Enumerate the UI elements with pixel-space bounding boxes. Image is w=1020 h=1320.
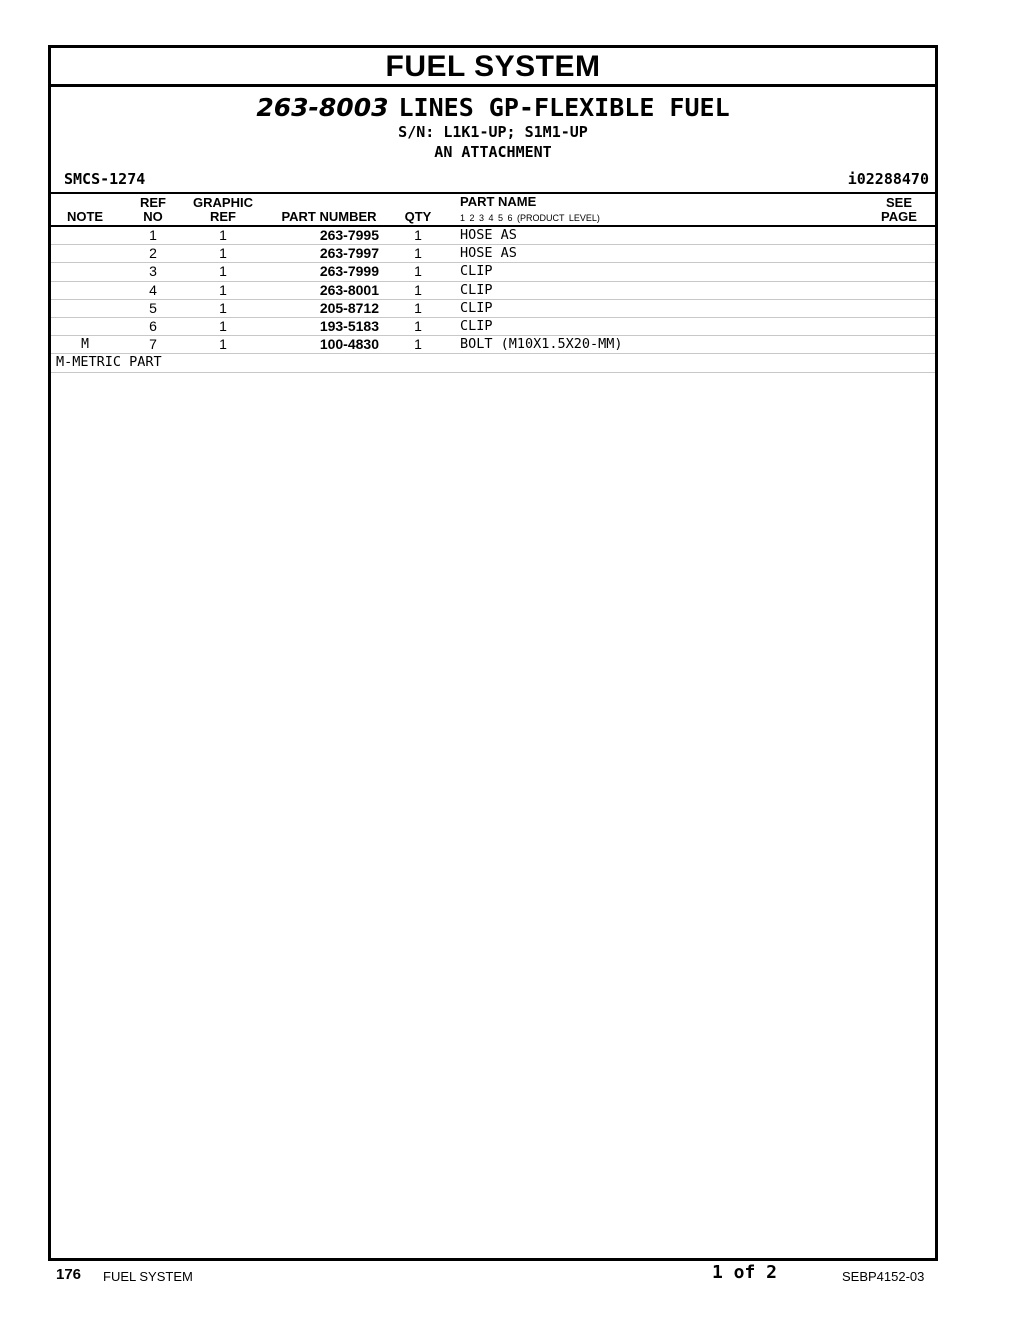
serial-range: S/N: L1K1-UP; S1M1-UP: [398, 123, 588, 141]
graphic-ref: 1: [219, 336, 227, 353]
qty: 1: [414, 299, 422, 316]
ref-no: 3: [149, 263, 157, 280]
part-number: 193-5183: [319, 317, 379, 334]
graphic-ref: 1: [219, 227, 227, 243]
qty: 1: [414, 336, 422, 353]
qty: 1: [414, 263, 422, 280]
part-name: CLIP: [460, 263, 493, 280]
sheet-count: 1 of 2: [712, 1262, 778, 1283]
col-graphic-bottom: REF: [210, 209, 236, 224]
qty: 1: [414, 281, 422, 298]
note: M: [81, 337, 89, 353]
illustration-id: i02288470: [847, 170, 929, 188]
graphic-ref: 1: [219, 245, 227, 262]
part-number: 263-7997: [319, 245, 379, 262]
page-number: 176: [56, 1266, 82, 1283]
col-ref-bottom: NO: [143, 209, 163, 224]
col-see-bottom: PAGE: [881, 209, 917, 224]
col-qty: QTY: [404, 209, 432, 224]
qty: 1: [414, 245, 422, 262]
table-row: [51, 318, 935, 336]
graphic-ref: 1: [219, 317, 227, 334]
col-see-top: SEE: [885, 195, 912, 210]
part-name: BOLT (M10X1.5X20-MM): [460, 336, 623, 353]
table-row: [51, 300, 935, 318]
page-frame: [48, 45, 938, 1261]
group-name: LINES GP-FLEXIBLE FUEL: [398, 93, 730, 122]
table-row: [51, 282, 935, 300]
graphic-ref: 1: [219, 299, 227, 316]
col-graphic-top: GRAPHIC: [193, 195, 253, 210]
group-heading: [51, 94, 935, 122]
metric-footnote: M-METRIC PART: [51, 354, 935, 372]
col-note: NOTE: [66, 209, 104, 224]
col-part-number: PART NUMBER: [281, 209, 377, 224]
table-row: [51, 336, 935, 354]
parts-table: [51, 227, 935, 373]
group-part-number: 263-8003: [256, 93, 389, 122]
smcs-code: SMCS-1274: [64, 170, 146, 188]
ref-no: 7: [149, 336, 157, 353]
table-row: [51, 263, 935, 281]
qty: 1: [414, 317, 422, 334]
part-number: 263-7999: [319, 263, 379, 280]
ref-no: 6: [149, 317, 157, 334]
document-number: SEBP4152-03: [842, 1269, 925, 1284]
part-name: CLIP: [460, 299, 493, 316]
col-ref-top: REF: [140, 195, 166, 210]
table-row: [51, 227, 935, 245]
part-name: CLIP: [460, 281, 493, 298]
ref-no: 1: [149, 227, 157, 243]
footer-section: FUEL SYSTEM: [103, 1269, 193, 1284]
qty: 1: [414, 227, 422, 243]
ref-no: 4: [149, 281, 157, 298]
col-part-name: PART NAME: [460, 194, 537, 209]
col-see-page: [871, 196, 927, 224]
col-graphic-ref: [189, 196, 257, 224]
graphic-ref: 1: [219, 263, 227, 280]
table-row: [51, 245, 935, 263]
part-name: CLIP: [460, 317, 493, 334]
part-number: 263-8001: [319, 281, 379, 298]
part-name: HOSE AS: [460, 245, 517, 262]
part-number: 263-7995: [319, 227, 379, 243]
ref-no: 2: [149, 245, 157, 262]
part-number: 205-8712: [319, 299, 379, 316]
section-title: FUEL SYSTEM: [51, 48, 935, 87]
col-ref-no: [131, 196, 175, 224]
graphic-ref: 1: [219, 281, 227, 298]
ref-no: 5: [149, 299, 157, 316]
part-number: 100-4830: [319, 336, 379, 353]
attachment-label: AN ATTACHMENT: [434, 143, 552, 161]
col-product-levels: 1 2 3 4 5 6 (PRODUCT LEVEL): [460, 213, 600, 223]
part-name: HOSE AS: [460, 227, 517, 243]
